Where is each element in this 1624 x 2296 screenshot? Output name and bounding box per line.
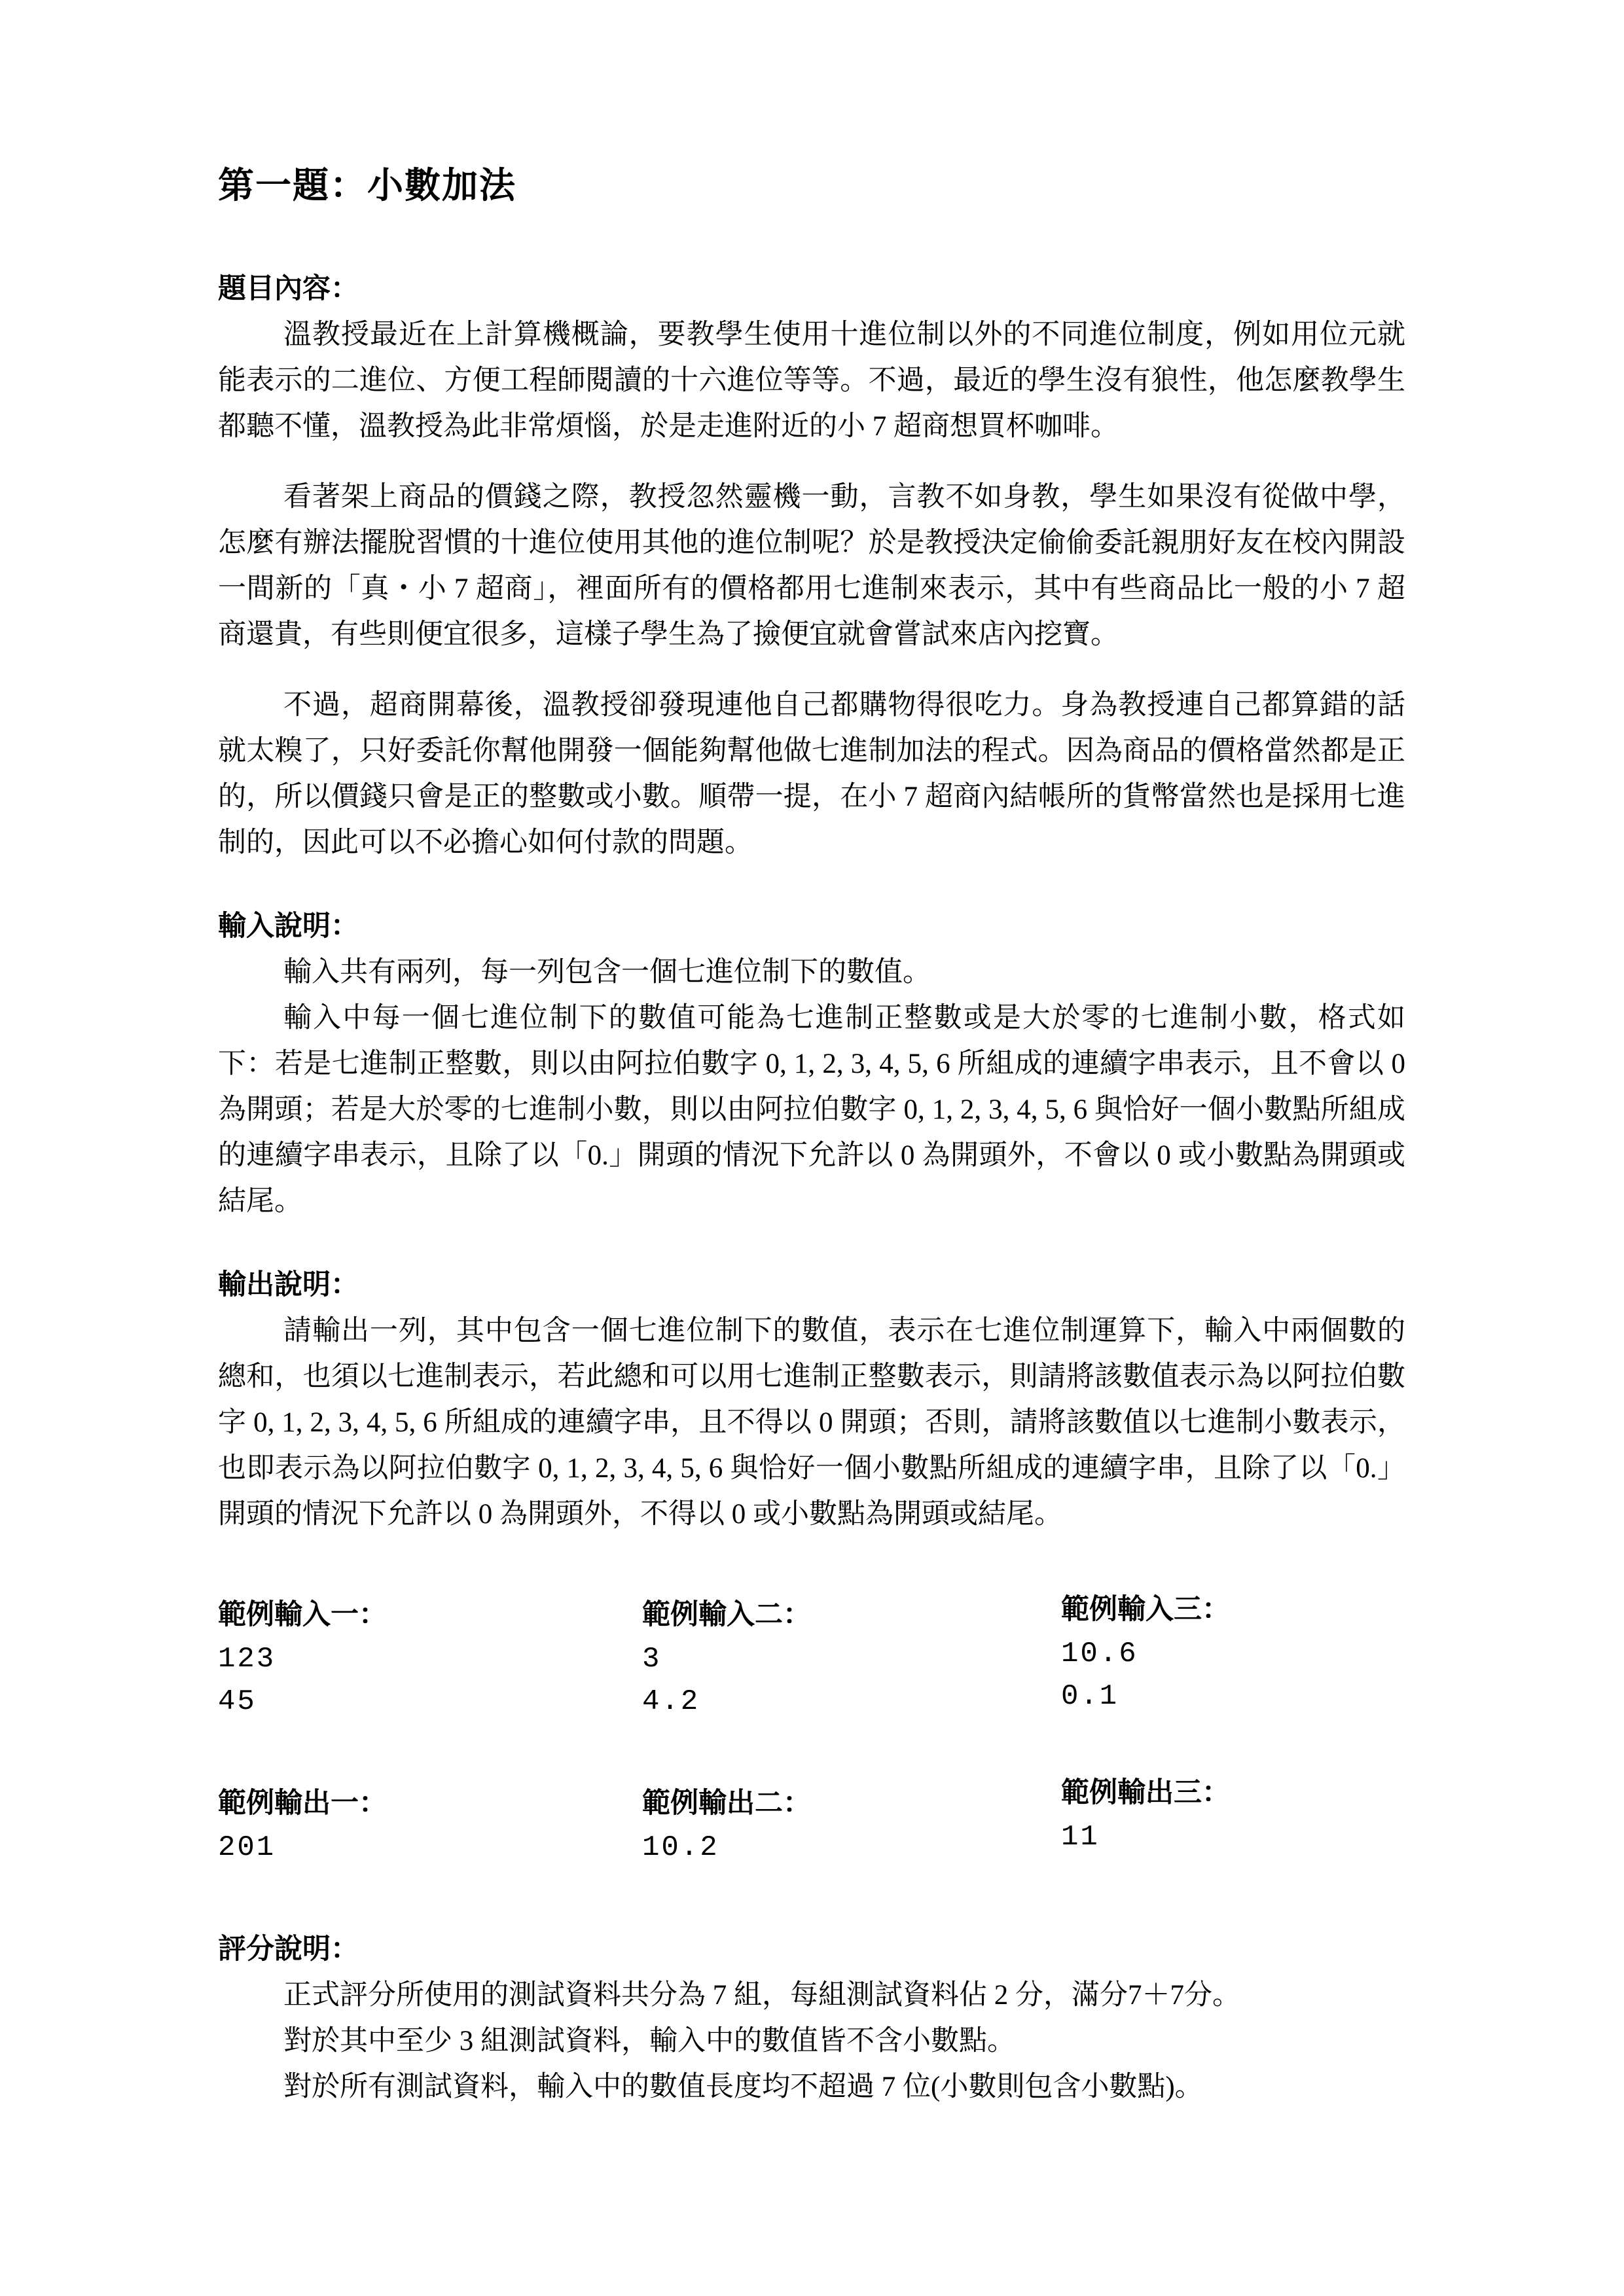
input-paragraph-2: 輸入中每一個七進位制下的數值可能為七進制正整數或是大於零的七進制小數，格式如下：若是七進制正整數，則以由阿拉伯數字 0, 1, 2, 3, 4, 5, 6 所組成的連續字串表示，且不會以 0 為開頭；若是大於零的七進制小數，則以由阿拉伯數字 0, 1, 2, 3, 4, 5, 6 與恰好一個小數點所組成的連續字串表示，且除了以「0.」開頭的情況下允許以 0 為開頭外，不會以 0 或小數點為開頭或結尾。: [218, 1003, 1405, 1217]
problem-title: 第一題：小數加法: [218, 166, 517, 206]
section-heading-content: 題目內容：: [218, 274, 359, 304]
content-paragraph-1: 溫教授最近在上計算機概論，要教學生使用十進位制以外的不同進位制度，例如用位元就能表示的二進位、方便工程師閱讀的十六進位等等。不過，最近的學生沒有狼性，他怎麼教學生都聽不懂，溫教授為此非常煩惱，於是走進附近的小 7 超商想買杯咖啡。: [218, 319, 1405, 442]
content-paragraph-2: 看著架上商品的價錢之際，教授忽然靈機一動，言教不如身教，學生如果沒有從做中學，怎麼有辦法擺脫習慣的十進位使用其他的進位制呢？於是教授決定偷偷委託親朋好友在校內開設一間新的「真・小 7 超商」，裡面所有的價格都用七進制來表示，其中有些商品比一般的小 7 超商還貴，有些則便宜很多，這樣子學生為了撿便宜就會嘗試來店內挖寶。: [218, 482, 1405, 650]
sample-outputs-row: [218, 1778, 1405, 1869]
section-heading-input: 輸入說明：: [218, 911, 359, 942]
sample-input-2-line-1: 3: [642, 1643, 662, 1676]
sample-input-1: [218, 1592, 642, 1723]
sample-output-3-label: 範例輸出三：: [1061, 1778, 1230, 1808]
sample-input-3-line-2: 0.1: [1061, 1680, 1119, 1713]
section-heading-output: 輸出說明：: [218, 1270, 359, 1300]
scoring-line-3: 對於所有測試資料，輸入中的數值長度均不超過 7 位(小數則包含小數點)。: [283, 2072, 1203, 2102]
sample-output-2-line-1: 10.2: [642, 1831, 719, 1864]
section-heading-scoring: 評分說明：: [218, 1934, 359, 1965]
sample-output-3: [1061, 1770, 1405, 1859]
sample-input-3: [1061, 1587, 1405, 1718]
sample-input-1-line-1: 123: [218, 1643, 276, 1676]
content-paragraph-3: 不過，超商開幕後，溫教授卻發現連他自己都購物得很吃力。身為教授連自己都算錯的話就太糗了，只好委託你幫他開發一個能夠幫他做七進制加法的程式。因為商品的價格當然都是正的，所以價錢只會是正的整數或小數。順帶一提，在小 7 超商內結帳所的貨幣當然也是採用七進制的，因此可以不必擔心如何付款的問題。: [218, 690, 1405, 858]
sample-output-2-label: 範例輸出二：: [642, 1788, 811, 1819]
sample-input-3-label: 範例輸入三：: [1061, 1594, 1230, 1625]
sample-input-1-label: 範例輸入一：: [218, 1600, 387, 1630]
scoring-line-2: 對於其中至少 3 組測試資料，輸入中的數值皆不含小數點。: [283, 2026, 1015, 2056]
sample-output-3-line-1: 11: [1061, 1821, 1100, 1854]
sample-input-1-line-2: 45: [218, 1685, 257, 1718]
sample-input-2-line-2: 4.2: [642, 1685, 700, 1718]
sample-input-2-label: 範例輸入二：: [642, 1600, 811, 1630]
sample-output-2: [642, 1781, 1061, 1869]
sample-input-2: [642, 1592, 1061, 1723]
input-paragraph-1: 輸入共有兩列，每一列包含一個七進位制下的數值。: [283, 957, 931, 988]
sample-output-1-line-1: 201: [218, 1831, 276, 1864]
sample-input-3-line-1: 10.6: [1061, 1638, 1138, 1670]
scoring-line-1: 正式評分所使用的測試資料共分為 7 組，每組測試資料佔 2 分，滿分7＋7分。: [283, 1980, 1240, 2011]
scoring-section: [218, 1927, 1405, 2110]
output-paragraph-1: 請輸出一列，其中包含一個七進位制下的數值，表示在七進位制運算下，輸入中兩個數的總和，也須以七進制表示，若此總和可以用七進制正整數表示，則請將該數值表示為以阿拉伯數字 0, 1, 2, 3, 4, 5, 6 所組成的連續字串，且不得以 0 開頭；否則，請將該數值以七進制小數表示，也即表示為以阿拉伯數字 0, 1, 2, 3, 4, 5, 6 與恰好一個小數點所組成的連續字串，且除了以「0.」開頭的情況下允許以 0 為開頭外，不得以 0 或小數點為開頭或結尾。: [218, 1316, 1405, 1530]
sample-output-1: [218, 1781, 642, 1869]
sample-output-1-label: 範例輸出一：: [218, 1788, 387, 1819]
sample-inputs-row: [218, 1592, 1405, 1723]
